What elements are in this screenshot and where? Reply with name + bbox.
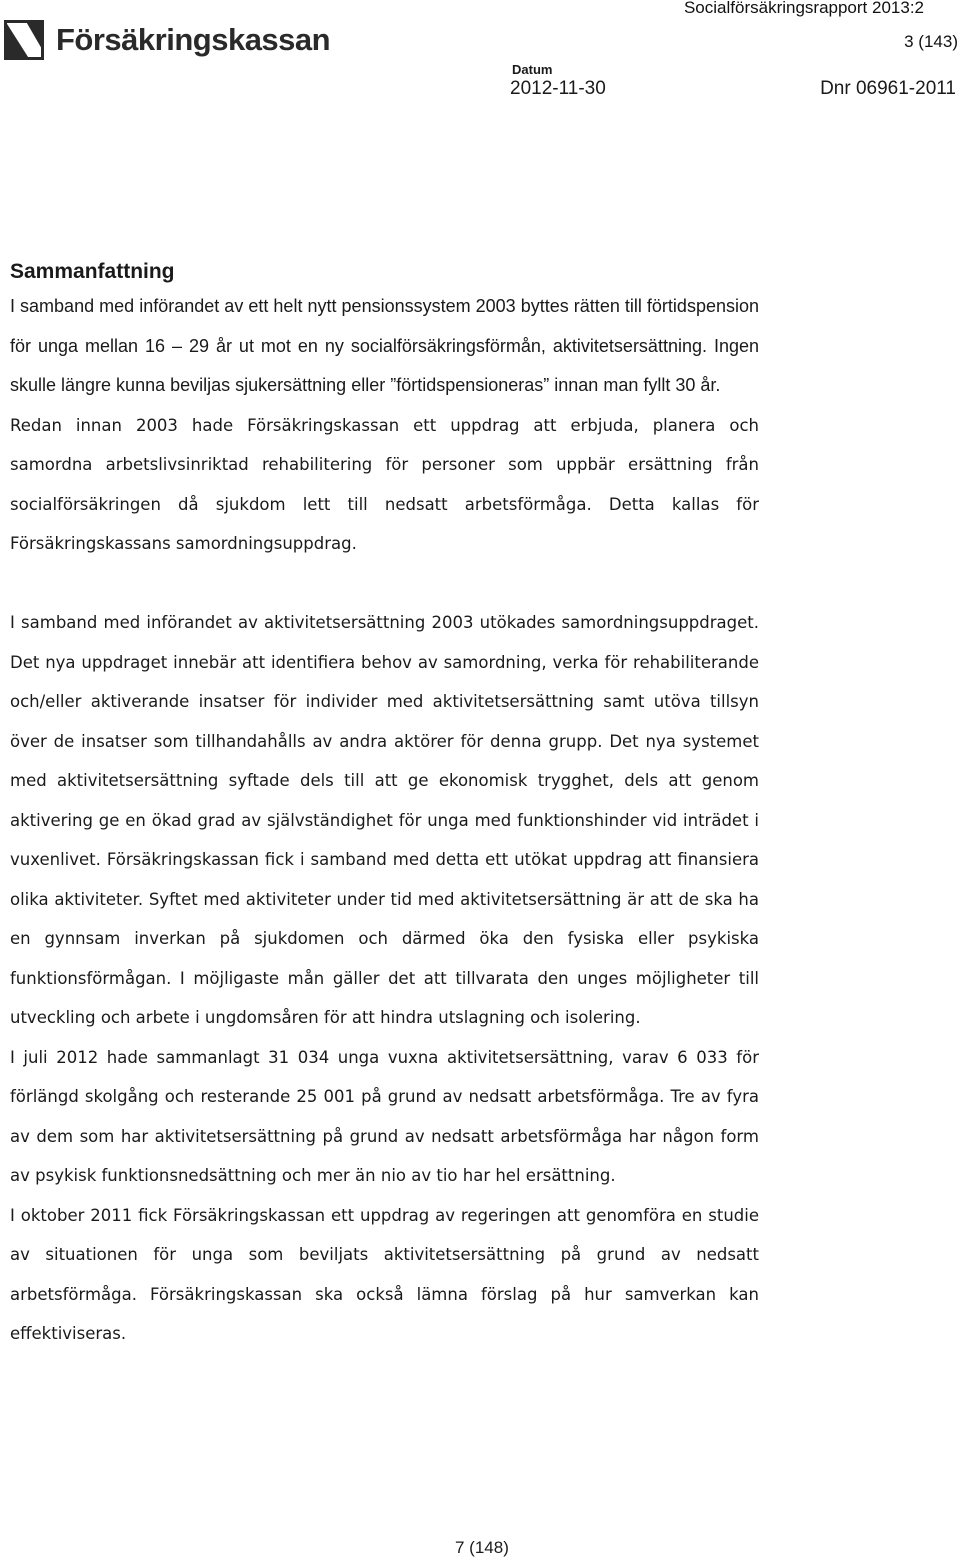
paragraph: I samband med införandet av aktivitetsersättning 2003 utökades samordningsuppdraget. Det nya uppdraget innebär att identifiera behov av samordning, verka för rehabiliterande och/eller aktiverande insatser för individer med aktivitetsersättning samt utöva tillsyn över de insatser som tillhandahålls av andra aktörer för denna grupp. Det nya systemet med aktivitetsersättning syftade dels till att ge ekonomisk trygghet, dels att genom aktivering ge en ökad grad av självständighet för unga med funktionshinder vid inträdet i vuxenlivet. Försäkringskassan fick i samband med detta ett utökat uppdrag att finansiera olika aktiviteter. Syftet med aktiviteter under tid med aktivitetsersättning är att de ska ha en gynnsam inverkan på sjukdomen och därmed öka den fysiska eller psykiska funktionsförmågan. I möjligaste mån gäller det att tillvarata den unges möjligheter till utveckling och arbete i ungdomsåren för att hindra utslagning och isolering.	[10, 613, 759, 1027]
page-number: 3 (143)	[904, 32, 958, 51]
date-label: Datum	[512, 62, 553, 77]
logo-mark-icon	[4, 20, 44, 60]
paragraph: I oktober 2011 fick Försäkringskassan ett uppdrag av regeringen att genomföra en studie av situationen för unga som beviljats aktivitetsersättning på grund av nedsatt arbetsförmåga. Försäkringskassan ska också lämna förslag på hur samverkan kan effektiviseras.	[10, 1205, 759, 1343]
report-reference: Socialförsäkringsrapport 2013:2	[683, 0, 924, 17]
brand-logo	[4, 14, 330, 66]
footer-page-number: 7 (148)	[455, 1538, 509, 1557]
paragraph: Redan innan 2003 hade Försäkringskassan ett uppdrag att erbjuda, planera och samordna arbetslivsinriktad rehabilitering för personer som uppbär ersättning från socialförsäkringen då sjukdom lett till nedsatt arbetsförmåga. Detta kallas för Försäkringskassans samordningsuppdrag.	[10, 415, 759, 553]
paragraph-spacer	[10, 564, 759, 604]
date-value: 2012-11-30	[510, 78, 606, 99]
document-body	[10, 287, 759, 1354]
paragraph: I juli 2012 hade sammanlagt 31 034 unga vuxna aktivitetsersättning, varav 6 033 för förlängd skolgång och resterande 25 001 på grund av nedsatt arbetsförmåga. Tre av fyra av dem som har aktivitetsersättning på grund av nedsatt arbetsförmåga har någon form av psykisk funktionsnedsättning och mer än nio av tio har hel ersättning.	[10, 1047, 759, 1185]
section-title: Sammanfattning	[10, 260, 175, 283]
logo-text: Försäkringskassan	[56, 22, 331, 57]
dnr-number: Dnr 06961-2011	[820, 78, 956, 99]
paragraph: I samband med införandet av ett helt nytt pensionssystem 2003 byttes rätten till förtidspension för unga mellan 16 – 29 år ut mot en ny socialförsäkringsförmån, aktivitetsersättning. Ingen skulle längre kunna beviljas sjukersättning eller ”förtidspensioneras” innan man fyllt 30 år.	[10, 296, 759, 395]
